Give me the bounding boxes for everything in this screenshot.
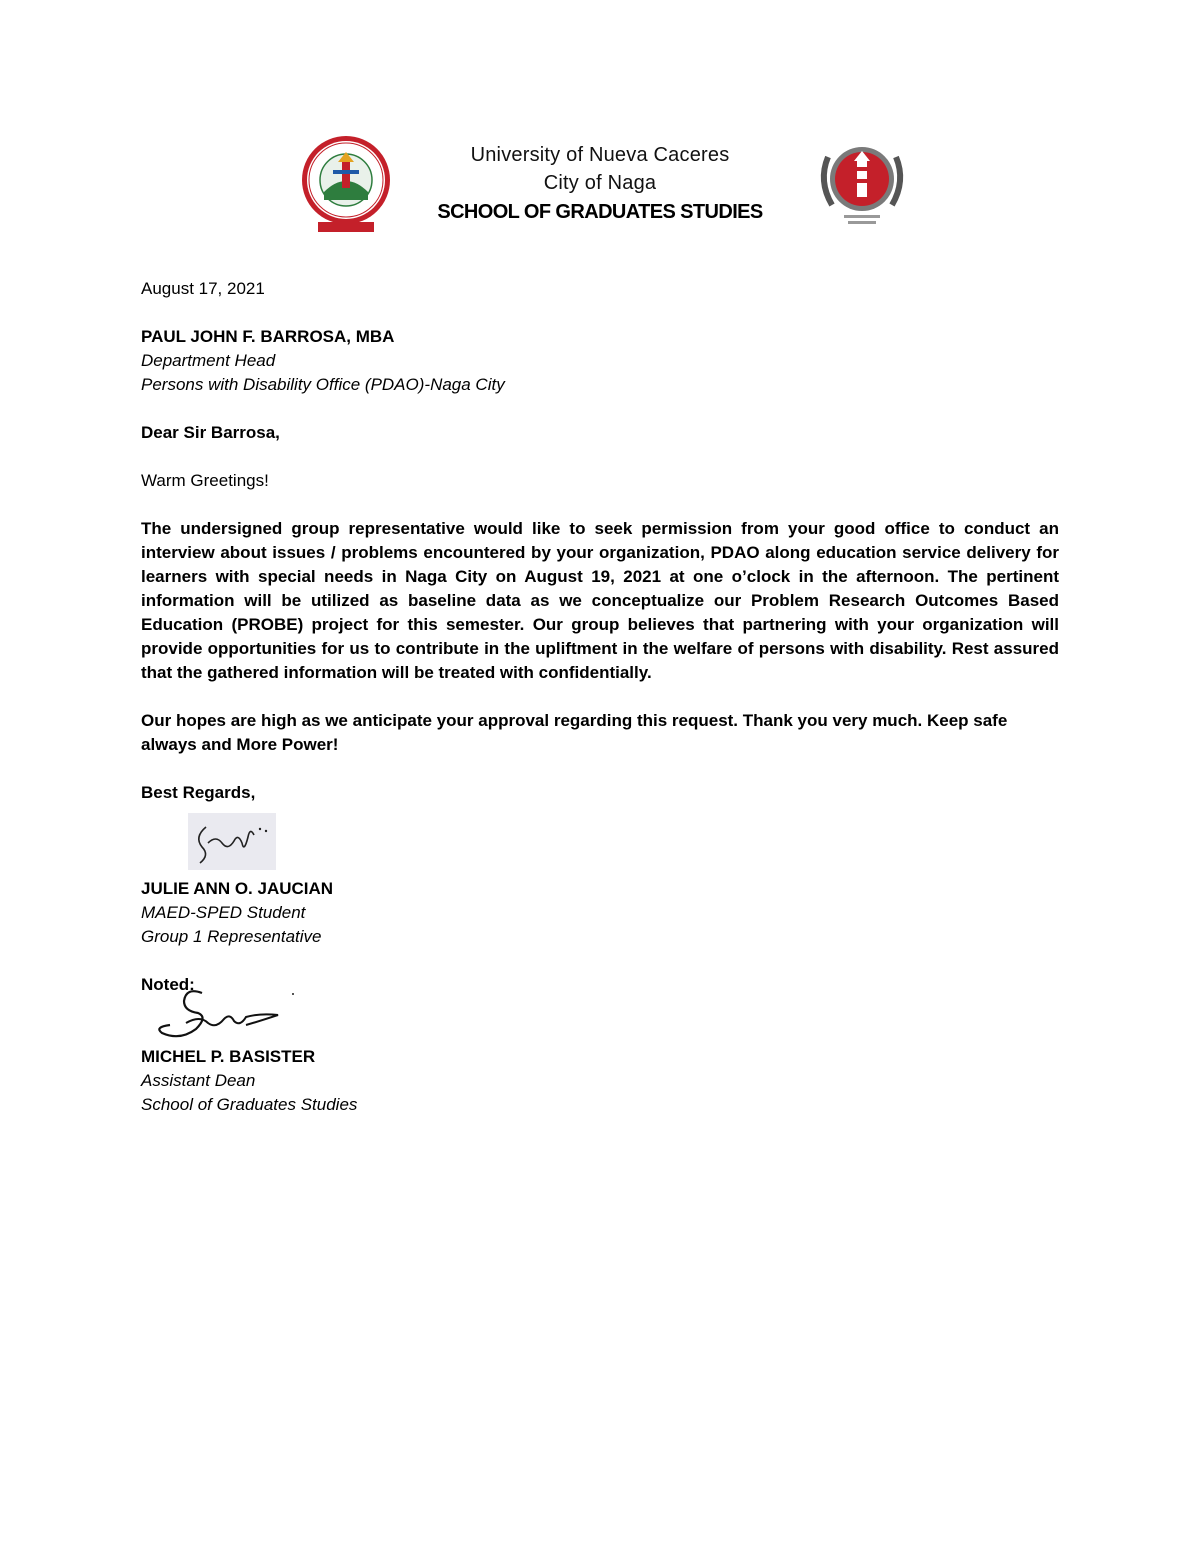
school-name: SCHOOL OF GRADUATES STUDIES: [437, 201, 763, 223]
sender-name: JULIE ANN O. JAUCIAN: [141, 879, 334, 898]
stray-mark: [292, 993, 294, 995]
sender-role: Group 1 Representative: [141, 927, 322, 946]
recipient-office: Persons with Disability Office (PDAO)-Naga City: [141, 375, 505, 394]
noter-name: MICHEL P. BASISTER: [141, 1047, 316, 1066]
noter-title: Assistant Dean: [141, 1071, 256, 1090]
noter-office: School of Graduates Studies: [141, 1095, 358, 1114]
letterhead: [400, 141, 800, 227]
city-name: City of Naga: [543, 172, 657, 194]
closing: Best Regards,: [141, 783, 256, 802]
sender-signature-image: [188, 813, 276, 870]
sender-title: MAED-SPED Student: [141, 903, 306, 922]
salutation: Dear Sir Barrosa,: [141, 423, 280, 442]
university-name: University of Nueva Caceres: [470, 144, 730, 166]
noted-label: Noted:: [141, 975, 195, 994]
recipient-name: PAUL JOHN F. BARROSA, MBA: [141, 327, 395, 346]
body-paragraph-1: The undersigned group representative would like to seek permission from your good office to conduct an interview about issues / problems encountered by your organization, PDAO along education service delivery for learners with special needs in Naga City on August 19, 2021 at one o’clock in the afternoon. The pertinent information will be utilized as baseline data as we conceptualize our Problem Research Outcomes Based Education (PROBE) project for this semester. Our group believes that partnering with your organization will provide opportunities for us to contribute in the upliftment in the welfare of persons with disability. Rest assured that the gathered information will be treated with confidentially.: [141, 519, 1059, 682]
letter-date: August 17, 2021: [141, 279, 265, 298]
graduate-school-emblem-logo: [814, 137, 910, 229]
body-paragraph-2: Our hopes are high as we anticipate your approval regarding this request. Thank you very much. Keep safe always and More Power!: [141, 711, 1008, 754]
noter-signature: [150, 985, 290, 1060]
greeting: Warm Greetings!: [141, 471, 269, 490]
recipient-title: Department Head: [141, 351, 276, 370]
university-seal-logo: [300, 130, 392, 234]
